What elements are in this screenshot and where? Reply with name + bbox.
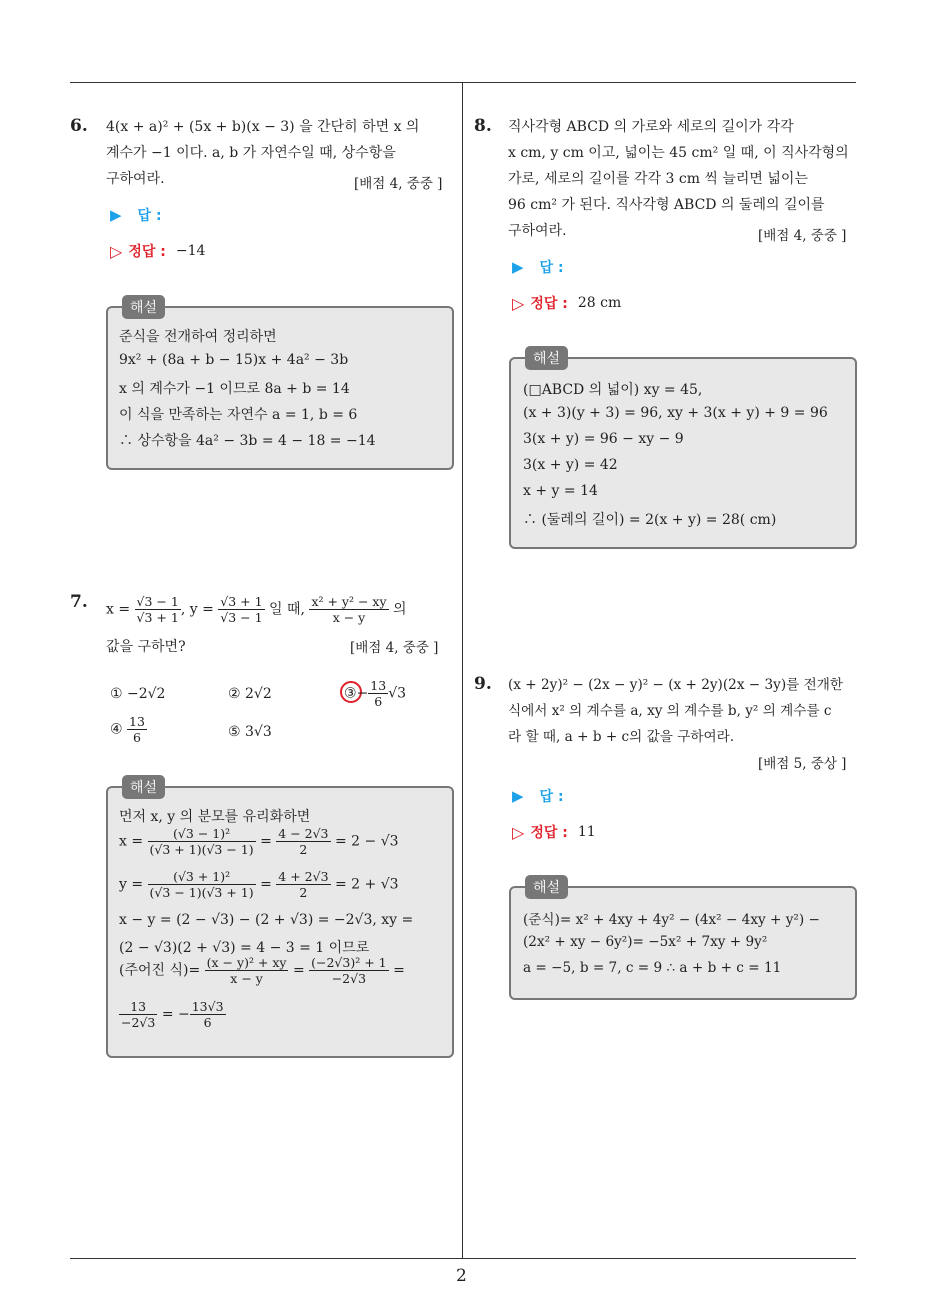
numerator: 13 bbox=[119, 999, 157, 1015]
correct-value: −14 bbox=[175, 243, 206, 259]
stem-y: , y = bbox=[180, 601, 214, 618]
stem-end: 의 bbox=[388, 601, 407, 618]
lhs: y = bbox=[119, 876, 144, 893]
play-icon: ▶ bbox=[110, 206, 122, 224]
fraction bbox=[309, 955, 388, 986]
question-8-meta: [배점 4, 중중 ] bbox=[758, 228, 847, 244]
question-9-number: 9. bbox=[474, 674, 492, 694]
denominator: x − y bbox=[332, 610, 366, 625]
choice-1[interactable]: ① −2√2 bbox=[110, 686, 166, 702]
correct-value: 28 cm bbox=[577, 295, 622, 311]
question-6-correct bbox=[110, 241, 205, 261]
solution-line: x + y = 14 bbox=[523, 483, 598, 499]
numerator: 4 + 2√3 bbox=[278, 869, 329, 884]
fraction bbox=[276, 826, 330, 857]
correct-value: 11 bbox=[577, 824, 596, 840]
question-9-answer bbox=[512, 786, 564, 806]
denominator: (√3 − 1)(√3 + 1) bbox=[149, 885, 254, 900]
column-divider bbox=[462, 82, 463, 1259]
solution-line: a = −5, b = 7, c = 9 ∴ a + b + c = 11 bbox=[523, 960, 782, 976]
equals: = bbox=[260, 876, 272, 893]
question-9-solution-box bbox=[509, 880, 857, 1000]
numerator: 13 bbox=[129, 714, 145, 729]
fraction-y bbox=[218, 594, 264, 625]
numerator: 13√3 bbox=[191, 999, 224, 1014]
equals: = bbox=[260, 833, 272, 850]
question-6-line: 구하여라. bbox=[106, 171, 165, 187]
solution-line: ∴ 상수항을 4a² − 3b = 4 − 18 = −14 bbox=[119, 433, 376, 449]
question-8-line: 96 cm² 가 된다. 직사각형 ABCD 의 둘레의 길이를 bbox=[508, 197, 825, 213]
denominator: 6 bbox=[203, 1015, 212, 1030]
solution-given-line bbox=[119, 955, 405, 986]
numerator: x² + y² − xy bbox=[311, 594, 387, 609]
solution-line: (2x² + xy − 6y²)= −5x² + 7xy + 9y² bbox=[523, 934, 768, 950]
solution-x-line bbox=[119, 826, 399, 857]
choice-3[interactable] bbox=[344, 678, 406, 709]
question-8-line: x cm, y cm 이고, 넓이는 45 cm² 일 때, 이 직사각형의 bbox=[508, 145, 849, 161]
choice-tail: √3 bbox=[388, 685, 407, 702]
solution-result-line bbox=[119, 999, 226, 1030]
equals: = − bbox=[161, 1006, 190, 1023]
fraction bbox=[148, 869, 256, 900]
play-icon: ▶ bbox=[512, 258, 524, 276]
play-icon: ▶ bbox=[512, 787, 524, 805]
choice-4[interactable] bbox=[110, 714, 147, 745]
question-6-meta: [배점 4, 중중 ] bbox=[354, 176, 443, 192]
fraction bbox=[119, 999, 157, 1030]
question-6-line: 계수가 −1 이다. a, b 가 자연수일 때, 상수항을 bbox=[106, 145, 396, 161]
choice-5[interactable]: ⑤ 3√3 bbox=[228, 724, 272, 740]
solution-line: 3(x + y) = 96 − xy − 9 bbox=[523, 431, 684, 447]
denominator: 6 bbox=[374, 694, 383, 709]
choice-mark: ③ bbox=[344, 685, 357, 702]
solution-line: (□ABCD 의 넓이) xy = 45, bbox=[523, 382, 703, 398]
solution-line: (준식)= x² + 4xy + 4y² − (4x² − 4xy + y²) − bbox=[523, 912, 820, 928]
denominator: −2√3 bbox=[121, 1015, 156, 1030]
solution-line: (2 − √3)(2 + √3) = 4 − 3 = 1 이므로 bbox=[119, 940, 370, 956]
question-8-answer bbox=[512, 257, 564, 277]
question-7-stem bbox=[106, 594, 407, 625]
triangle-outline-icon: ▷ bbox=[512, 822, 525, 842]
choice-fraction bbox=[127, 714, 147, 745]
numerator: (√3 − 1)² bbox=[148, 826, 256, 842]
question-8-line: 구하여라. bbox=[508, 223, 567, 239]
solution-line: (x + 3)(y + 3) = 96, xy + 3(x + y) + 9 = 96 bbox=[523, 405, 828, 421]
choice-2[interactable]: ② 2√2 bbox=[228, 686, 272, 702]
solution-tag: 해설 bbox=[122, 295, 165, 319]
numerator: (√3 + 1)² bbox=[148, 869, 256, 885]
question-6-line: 4(x + a)² + (5x + b)(x − 3) 을 간단히 하면 x 의 bbox=[106, 119, 420, 135]
solution-line: x − y = (2 − √3) − (2 + √3) = −2√3, xy = bbox=[119, 912, 414, 928]
denominator: 2 bbox=[299, 885, 308, 900]
denominator: √3 − 1 bbox=[220, 610, 263, 625]
top-rule bbox=[70, 82, 856, 83]
numerator: (−2√3)² + 1 bbox=[311, 955, 387, 970]
stem-x: x = bbox=[106, 601, 131, 618]
solution-tag: 해설 bbox=[525, 875, 568, 899]
numerator: 13 bbox=[370, 678, 387, 693]
correct-label: 정답 : bbox=[530, 825, 568, 841]
question-8-solution-box bbox=[509, 351, 857, 549]
question-6-answer bbox=[110, 205, 162, 225]
question-9-line: 라 할 때, a + b + c의 값을 구하여라. bbox=[508, 729, 735, 745]
question-7-solution-box bbox=[106, 780, 454, 1058]
solution-y-line bbox=[119, 869, 399, 900]
denominator: 2 bbox=[299, 842, 308, 857]
denominator: 6 bbox=[132, 730, 141, 745]
triangle-outline-icon: ▷ bbox=[110, 241, 123, 261]
rhs: = 2 + √3 bbox=[334, 876, 399, 893]
solution-line: 9x² + (8a + b − 15)x + 4a² − 3b bbox=[119, 352, 349, 368]
solution-line: x 의 계수가 −1 이므로 8a + b = 14 bbox=[119, 381, 350, 397]
choice-sign: − bbox=[356, 685, 369, 702]
question-8-line: 직사각형 ABCD 의 가로와 세로의 길이가 각각 bbox=[508, 119, 794, 135]
question-9-line: 식에서 x² 의 계수를 a, xy 의 계수를 b, y² 의 계수를 c bbox=[508, 703, 832, 719]
question-7-meta: [배점 4, 중중 ] bbox=[350, 640, 439, 656]
lhs: (주어진 식)= bbox=[119, 962, 201, 979]
lhs: x = bbox=[119, 833, 144, 850]
solution-tag: 해설 bbox=[122, 775, 165, 799]
question-6-solution-box bbox=[106, 300, 454, 470]
denominator: x − y bbox=[230, 971, 263, 986]
choice-fraction bbox=[368, 678, 388, 709]
solution-line: 이 식을 만족하는 자연수 a = 1, b = 6 bbox=[119, 407, 358, 423]
stem-mid: 일 때, bbox=[264, 601, 305, 618]
rhs: = 2 − √3 bbox=[334, 833, 399, 850]
choice-mark: ④ bbox=[110, 721, 123, 738]
question-9-line: (x + 2y)² − (2x − y)² − (x + 2y)(2x − 3y)를 전개한 bbox=[508, 677, 843, 693]
triangle-outline-icon: ▷ bbox=[512, 293, 525, 313]
fraction bbox=[276, 869, 330, 900]
denominator: −2√3 bbox=[331, 971, 367, 986]
solution-line: 3(x + y) = 42 bbox=[523, 457, 618, 473]
question-7-number: 7. bbox=[70, 592, 88, 612]
fraction bbox=[190, 999, 226, 1030]
answer-label: 답 : bbox=[539, 260, 564, 276]
question-8-number: 8. bbox=[474, 116, 492, 136]
numerator: 4 − 2√3 bbox=[278, 826, 329, 841]
answer-label: 답 : bbox=[137, 208, 162, 224]
question-7-line2: 값을 구하면? bbox=[106, 639, 186, 655]
numerator: √3 + 1 bbox=[220, 594, 263, 609]
question-9-meta: [배점 5, 중상 ] bbox=[758, 756, 847, 772]
fraction bbox=[148, 826, 256, 857]
page-number: 2 bbox=[456, 1266, 467, 1286]
solution-tag: 해설 bbox=[525, 346, 568, 370]
question-9-text bbox=[508, 672, 860, 750]
question-8-correct bbox=[512, 293, 621, 313]
question-8-line: 가로, 세로의 길이를 각각 3 cm 씩 늘리면 넓이는 bbox=[508, 171, 808, 187]
solution-line: ∴ (둘레의 길이) = 2(x + y) = 28( cm) bbox=[523, 512, 777, 528]
bottom-rule bbox=[70, 1258, 856, 1259]
solution-line: 준식을 전개하여 정리하면 bbox=[119, 329, 277, 345]
equals: = bbox=[292, 962, 305, 979]
fraction bbox=[205, 955, 289, 986]
numerator: √3 − 1 bbox=[136, 594, 179, 609]
correct-label: 정답 : bbox=[128, 244, 166, 260]
fraction-expression bbox=[309, 594, 388, 625]
numerator: (x − y)² + xy bbox=[206, 955, 287, 970]
question-6-number: 6. bbox=[70, 116, 88, 136]
answer-label: 답 : bbox=[539, 789, 564, 805]
question-9-correct bbox=[512, 822, 596, 842]
denominator: (√3 + 1)(√3 − 1) bbox=[149, 842, 254, 857]
denominator: √3 + 1 bbox=[136, 610, 179, 625]
solution-line: 먼저 x, y 의 분모를 유리화하면 bbox=[119, 809, 311, 825]
equals: = bbox=[393, 962, 405, 979]
correct-label: 정답 : bbox=[530, 296, 568, 312]
fraction-x bbox=[135, 594, 181, 625]
